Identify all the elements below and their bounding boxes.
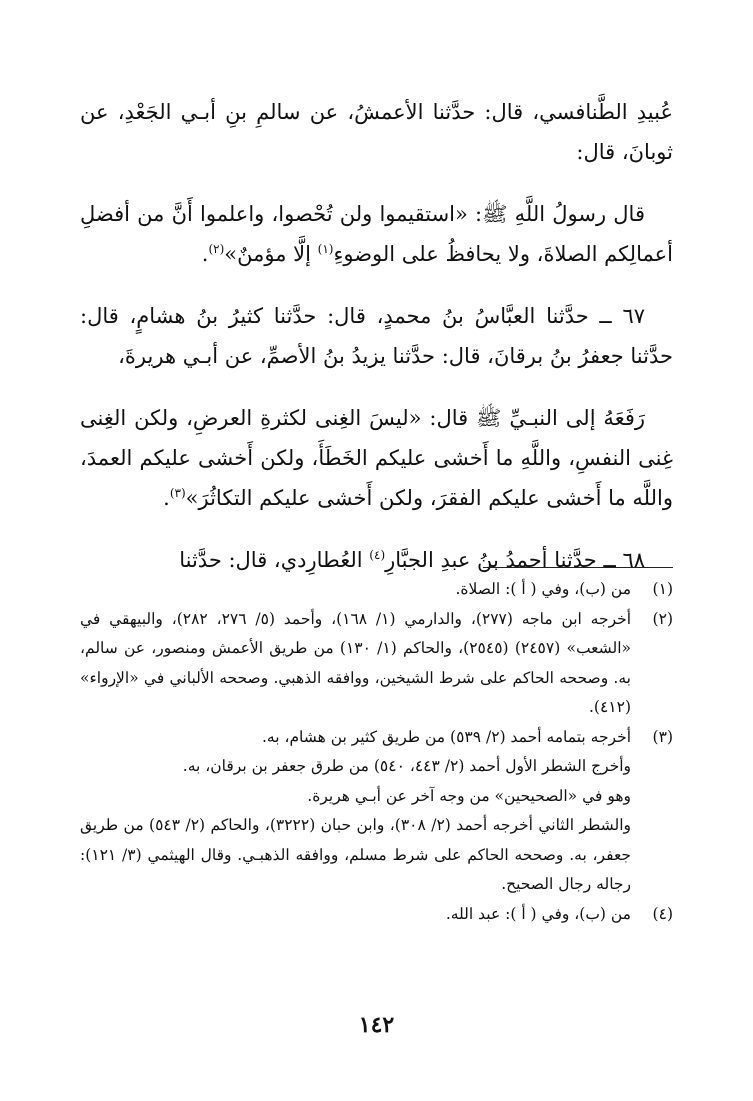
footnotes: [80, 575, 673, 929]
paragraph-4: [80, 398, 673, 518]
page-number: ١٤٢: [358, 1012, 395, 1038]
footnote-line: أخرجه بتمامه أحمد (٢/ ٥٣٩) من طريق كثير بن هشام، به.: [261, 727, 631, 746]
paragraph-4-end: .: [163, 486, 170, 510]
footnote-1: [80, 575, 673, 605]
footnote-line: من (ب)، وفي ( أ ): عبد الله.: [445, 904, 631, 923]
footnote-body: [80, 900, 631, 930]
footnote-divider: [483, 567, 673, 568]
footnote-body: [80, 723, 631, 900]
footnote-line: والشطر الثاني أخرجه أحمد (٢/ ٣٠٨)، وابن حبان (٣٢٢٢)، والحاكم (٢/ ٥٤٣) من طريق جعفر، به. وصححه الحاكم على شرط مسلم، ووافقه الذهبـي. وقال الهيثمي (٣/ ١٢١): رجاله رجال الصحيح.: [80, 816, 632, 893]
paragraph-2-text-2: إلَّا مؤمنٌ»: [224, 242, 318, 266]
footnote-line: وهو في «الصحيحين» من وجه آخر عن أبـي هريرة.: [307, 786, 631, 805]
footnote-number: (١): [652, 580, 673, 598]
footnote-body: [80, 605, 631, 723]
footnote-line: من (ب)، وفي ( أ ): الصلاة.: [455, 580, 631, 598]
footnote-number: (٤): [652, 904, 673, 923]
footnote-ref-4[interactable]: (٤): [369, 548, 386, 562]
paragraph-4-text: رَفَعَهُ إلى النبـيِّ ﷺ قال: «ليسَ الغِنى لكثرةِ العرضِ، ولكن الغِنى غِنى النفسِ، واللَّهِ ما أَخشى عليكم الخَطَأَ، ولكن أَخشى عليكم العمدَ، واللَّه ما أَخشى عليكم الفقرَ، ولكن أَخشى عليكم التكاثُرَ»: [80, 406, 673, 510]
footnote-number: (٣): [652, 727, 673, 746]
paragraph-3: [80, 296, 673, 376]
footnote-3: [80, 723, 673, 900]
footnote-2: [80, 605, 673, 723]
paragraph-5: [80, 540, 673, 580]
paragraph-3-text: ٦٧ ــ حدَّثنا العبَّاسُ بنُ محمدٍ، قال: حدَّثنا كثيرُ بنُ هشامٍ، قال: حدَّثنا جعفرُ بنُ برقانَ، قال: حدَّثنا يزيدُ بنُ الأصمِّ، عن أبـي هريرةَ،: [80, 304, 673, 368]
footnote-4: [80, 900, 673, 930]
paragraph-1: [80, 92, 673, 172]
footnote-number: (٢): [652, 609, 673, 628]
paragraph-2: [80, 194, 673, 274]
paragraph-2-text: قال رسولُ اللَّهِ ﷺ: «استقيموا ولن تُحْصوا، واعلموا أَنَّ من أفضلِ أعمالِكم الصلاةَ، ولا يحافظُ على الوضوءِ: [80, 202, 673, 266]
footnote-line: وأخرج الشطر الأول أحمد (٢/ ٤٤٣، ٥٤٠) من طرق جعفر بن برقان، به.: [182, 757, 631, 775]
footnote-line: أخرجه ابن ماجه (٢٧٧)، والدارمي (١/ ١٦٨)، وأحمد (٥/ ٢٧٦، ٢٨٢)، والبيهقي في «الشعب» (٢٤٥٧) (٢٥٤٥)، والحاكم (١/ ١٣٠) من طريق الأعمش ومنصور، عن سالم، به. وصححه الحاكم على شرط الشيخين، ووافقه الذهبي. وصححه الألباني في «الإرواء» (٤١٢).: [80, 609, 632, 716]
paragraph-1-text: عُبيدِ الطَّنافسي، قال: حدَّثنا الأعمشُ، عن سالمِ بنِ أبـي الجَعْدِ، عن ثوبانَ، قال:: [80, 100, 673, 164]
paragraph-2-end: .: [201, 242, 209, 266]
paragraph-5-text-2: العُطارِدي، قال: حدَّثنا: [179, 548, 370, 572]
footnote-ref-2[interactable]: (٢): [208, 242, 225, 256]
footnote-ref-1[interactable]: (١): [317, 242, 334, 256]
footnote-body: [80, 575, 631, 605]
footnote-ref-3[interactable]: (٣): [169, 486, 186, 500]
paragraph-5-text: ٦٨ ــ حدَّثنا أحمدُ بنُ عبدِ الجبَّارِ: [385, 548, 645, 572]
main-text: [80, 92, 673, 580]
